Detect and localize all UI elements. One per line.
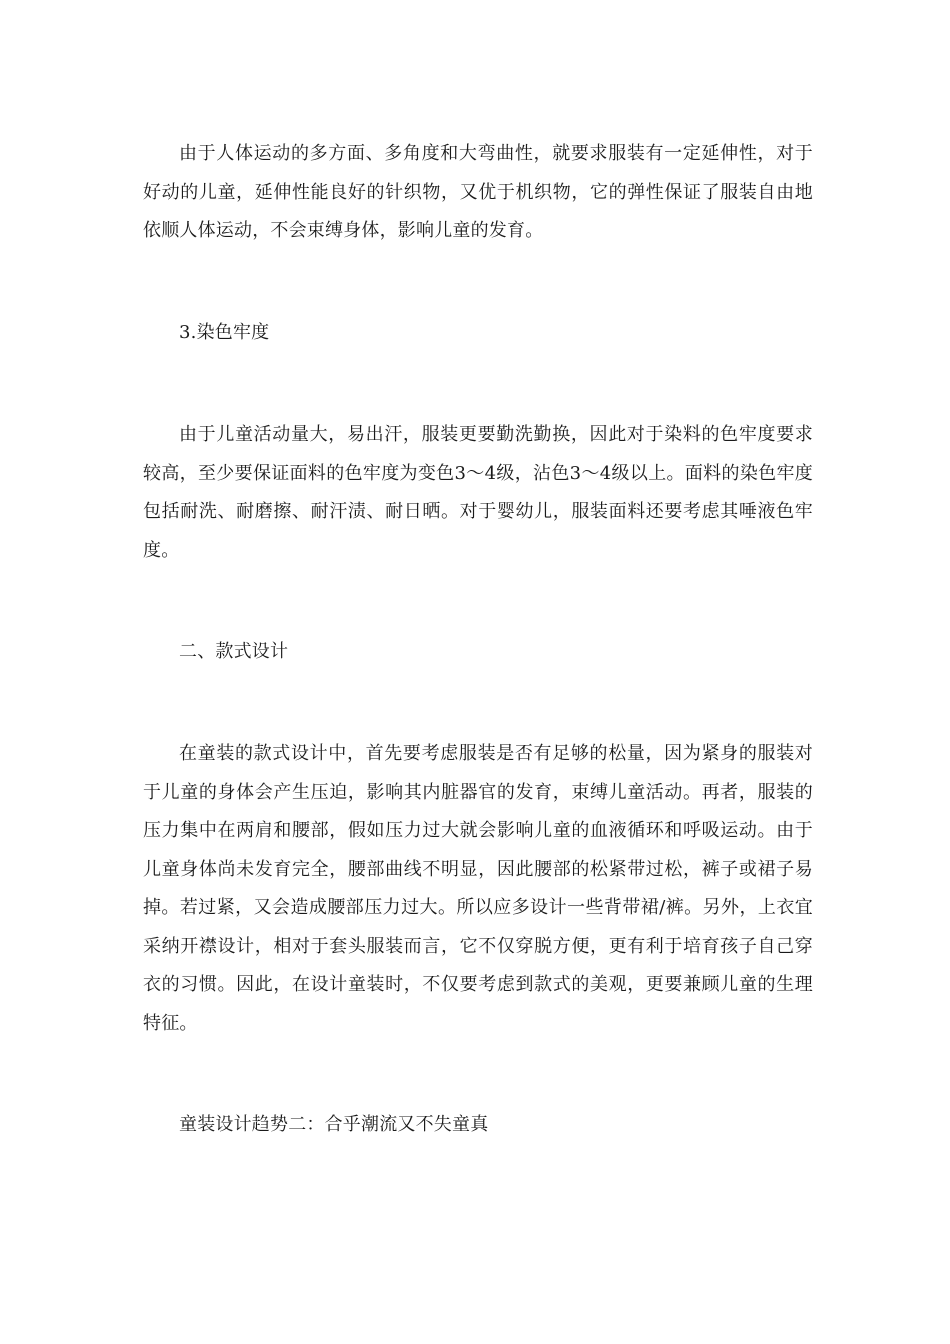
heading-design-trend: 童装设计趋势二：合乎潮流又不失童真: [179, 1114, 489, 1135]
paragraph-stretch: 由于人体运动的多方面、多角度和大弯曲性，就要求服装有一定延伸性，对于好动的儿童，延伸性能良好的针织物，又优于机织物，它的弹性保证了服装自由地依顺人体运动，不会束缚身体，影响儿童的发育。: [143, 143, 813, 241]
paragraph-style-design: 在童装的款式设计中，首先要考虑服装是否有足够的松量，因为紧身的服装对于儿童的身体会产生压迫，影响其内脏器官的发育，束缚儿童活动。再者，服装的压力集中在两肩和腰部，假如压力过大就会影响儿童的血液循环和呼吸运动。由于儿童身体尚未发育完全，腰部曲线不明显，因此腰部的松紧带过松，裤子或裙子易掉。若过紧，又会造成腰部压力过大。所以应多设计一些背带裙/裤。另外，上衣宜采纳开襟设计，相对于套头服装而言，它不仅穿脱方便，更有利于培育孩子自己穿衣的习惯。因此，在设计童装时，不仅要考虑到款式的美观，更要兼顾儿童的生理特征。: [143, 743, 813, 1034]
heading-style-design: 二、款式设计: [179, 641, 289, 662]
heading-color-fastness: 3.染色牢度: [179, 322, 270, 343]
paragraph-color-fastness: 由于儿童活动量大，易出汗，服装更要勤洗勤换，因此对于染料的色牢度要求较高，至少要保证面料的色牢度为变色3～4级，沾色3～4级以上。面料的染色牢度包括耐洗、耐磨擦、耐汗渍、耐日晒。对于婴幼儿，服装面料还要考虑其唾液色牢度。: [143, 424, 813, 561]
